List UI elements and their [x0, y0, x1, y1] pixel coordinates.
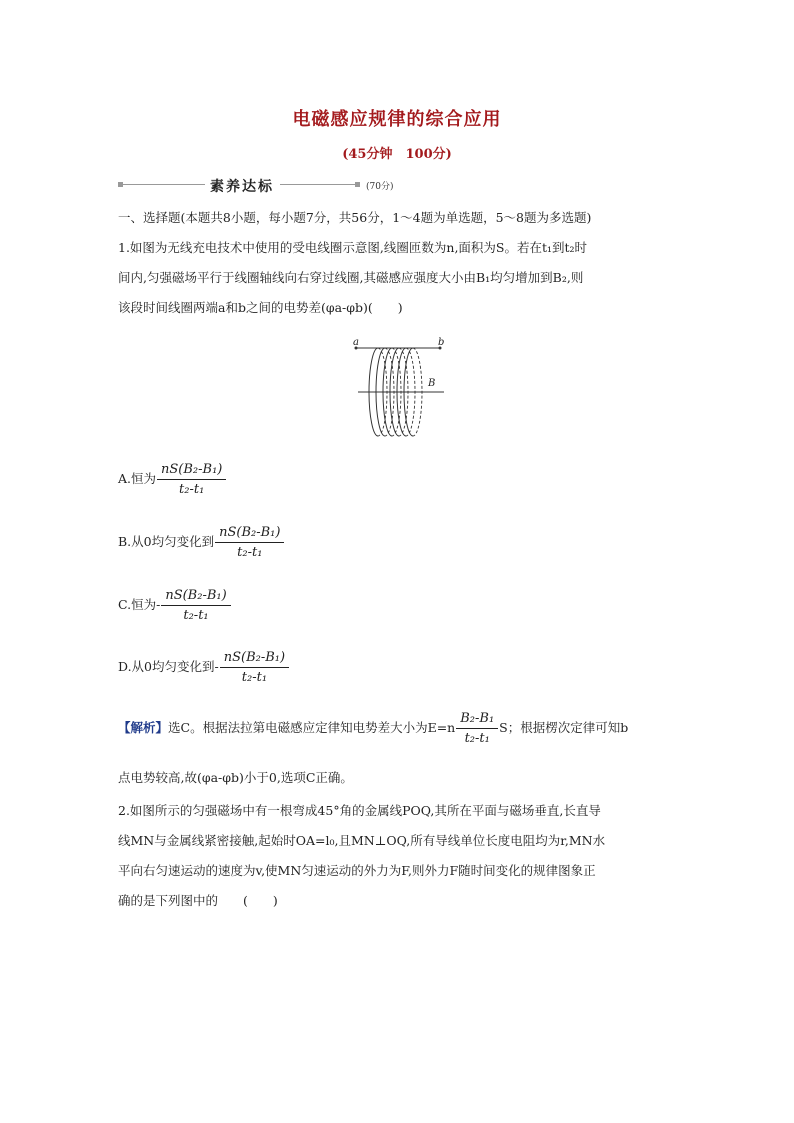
label-a: a — [353, 337, 359, 348]
option-d-num: nS(B₂-B₁) — [220, 650, 289, 668]
option-a-num: nS(B₂-B₁) — [157, 462, 226, 480]
q2-line-4: 确的是下列图中的 ( ) — [118, 893, 278, 908]
coil-figure — [350, 336, 450, 442]
option-b-den: t₂-t₁ — [237, 545, 263, 560]
q1-line-1: 1.如图为无线充电技术中使用的受电线圈示意图,线圈匝数为n,面积为S。若在t₁到t₂时 — [118, 240, 588, 255]
section-label: 素养达标 — [210, 179, 274, 195]
analysis-text-2: S；根据楞次定律可知b — [499, 720, 629, 735]
analysis-fraction — [456, 711, 498, 746]
analysis-line-1 — [118, 711, 678, 746]
option-b-num: nS(B₂-B₁) — [215, 525, 284, 543]
page-title: 电磁感应规律的综合应用 — [292, 109, 502, 130]
label-field-B: B — [428, 378, 436, 389]
option-a-prefix: A.恒为 — [118, 471, 157, 486]
section-score: (70分) — [366, 182, 394, 192]
question-2 — [118, 796, 678, 916]
q1-line-2: 间内,匀强磁场平行于线圈轴线向右穿过线圈,其磁感应强度大小由B₁均匀增加到B₂,则 — [118, 270, 584, 285]
option-c[interactable] — [118, 588, 232, 623]
analysis-text-1: 选C。根据法拉第电磁感应定律知电势差大小为E=n — [168, 720, 456, 735]
option-c-prefix: C.恒为- — [118, 597, 161, 612]
option-d-den: t₂-t₁ — [241, 670, 268, 685]
option-d[interactable] — [118, 650, 290, 685]
option-b[interactable] — [118, 525, 285, 560]
option-c-fraction — [161, 588, 230, 623]
section-header — [118, 177, 478, 193]
option-d-fraction — [220, 650, 289, 685]
bar-right-line — [280, 184, 355, 185]
label-b: b — [438, 337, 445, 348]
q1-line-3: 该段时间线圈两端a和b之间的电势差(φa-φb)( ) — [118, 300, 403, 315]
option-b-fraction — [215, 525, 284, 560]
q2-line-1: 2.如图所示的匀强磁场中有一根弯成45°角的金属线POQ,其所在平面与磁场垂直,长直导 — [118, 803, 601, 818]
analysis-line-2: 点电势较高,故(φa-φb)小于0,选项C正确。 — [118, 770, 353, 785]
q2-line-2: 线MN与金属线紧密接触,起始时OA=l₀,且MN⊥OQ,所有导线单位长度电阻均为r,MN水 — [118, 833, 606, 848]
option-b-prefix: B.从0均匀变化到 — [118, 534, 215, 549]
page-subtitle: (45分钟 100分) — [342, 147, 452, 162]
option-a-fraction — [157, 462, 226, 497]
bar-end-marker — [355, 182, 360, 187]
analysis-tag: 【解析】 — [118, 720, 169, 735]
q2-line-3: 平向右匀速运动的速度为v,使MN匀速运动的外力为F,则外力F随时间变化的规律图象正 — [118, 863, 596, 878]
analysis-den: t₂-t₁ — [464, 731, 490, 746]
option-a-den: t₂-t₁ — [179, 482, 205, 497]
option-c-num: nS(B₂-B₁) — [161, 588, 230, 606]
bar-left-line — [123, 184, 205, 185]
option-a[interactable] — [118, 462, 227, 497]
option-c-den: t₂-t₁ — [183, 608, 209, 623]
question-1 — [118, 233, 678, 323]
analysis-num: B₂-B₁ — [456, 711, 498, 729]
part-heading: 一、选择题(本题共8小题，每小题7分，共56分，1～4题为单选题，5～8题为多选题) — [118, 210, 592, 225]
option-d-prefix: D.从0均匀变化到- — [118, 659, 219, 674]
